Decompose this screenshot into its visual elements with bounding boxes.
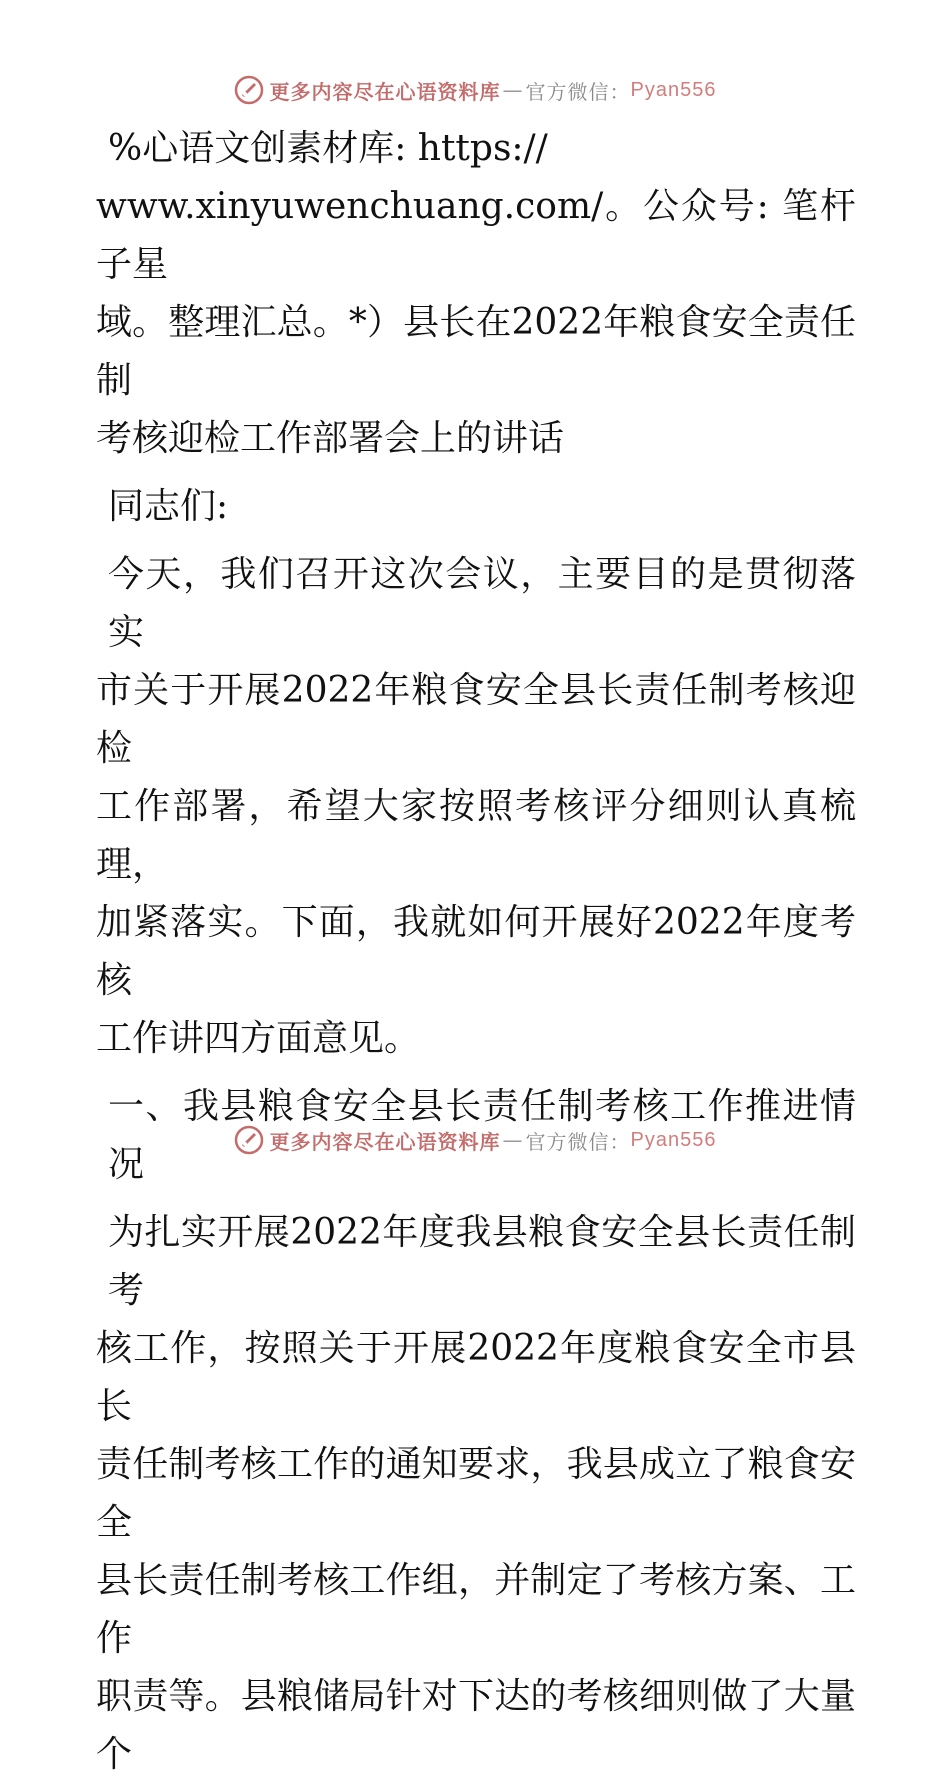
banner-wechat-id: Pyan556 (630, 1128, 717, 1151)
paragraph-line: 市关于开展2022年粮食安全县长责任制考核迎检 (96, 670, 856, 769)
paragraph-line: 为扎实开展2022年度我县粮食安全县长责任制考 (108, 1212, 856, 1311)
banner-wechat-id: Pyan556 (630, 78, 717, 101)
footer-banner (0, 1120, 950, 1160)
paragraph-line: 今天，我们召开这次会议，主要目的是贯彻落实 (108, 554, 856, 653)
header-banner (0, 70, 950, 110)
document-title (96, 120, 856, 468)
banner-dash: — (502, 1128, 524, 1152)
paragraph-intro (96, 546, 856, 1068)
paragraph-line: 职责等。县粮储局针对下达的考核细则做了大量个 (96, 1676, 856, 1775)
banner-dash: — (502, 78, 524, 102)
banner-text: 更多内容尽在心语资料库 (269, 1129, 501, 1154)
banner-text: 更多内容尽在心语资料库 (269, 79, 501, 104)
title-line: %心语文创素材库: https:// (108, 128, 548, 169)
document-body (96, 120, 856, 1784)
paragraph-line: 工作部署，希望大家按照考核评分细则认真梳理， (96, 786, 856, 885)
title-line: 域。整理汇总。*）县长在2022年粮食安全责任制 (96, 302, 856, 401)
section-heading: 一、我县粮食安全县长责任制考核工作推进情况 (108, 1086, 856, 1185)
salutation: 同志们: (108, 486, 229, 527)
banner-official-label: 官方微信： (525, 79, 631, 104)
paragraph-line: 县长责任制考核工作组，并制定了考核方案、工作 (96, 1560, 856, 1659)
paragraph-section1 (96, 1204, 856, 1784)
paragraph-line: 加紧落实。下面，我就如何开展好2022年度考核 (96, 902, 856, 1001)
paragraph-line: 工作讲四方面意见。 (96, 1018, 421, 1059)
paragraph-line: 责任制考核工作的通知要求，我县成立了粮食安全 (96, 1444, 856, 1543)
brand-logo-icon (234, 1125, 264, 1155)
title-line: 考核迎检工作部署会上的讲话 (96, 418, 565, 459)
brand-logo-icon (234, 75, 264, 105)
title-line: www.xinyuwenchuang.com/。公众号: 笔杆子星 (96, 186, 856, 285)
banner-official-label: 官方微信： (525, 1129, 631, 1154)
paragraph-line: 核工作，按照关于开展2022年度粮食安全市县长 (96, 1328, 856, 1427)
